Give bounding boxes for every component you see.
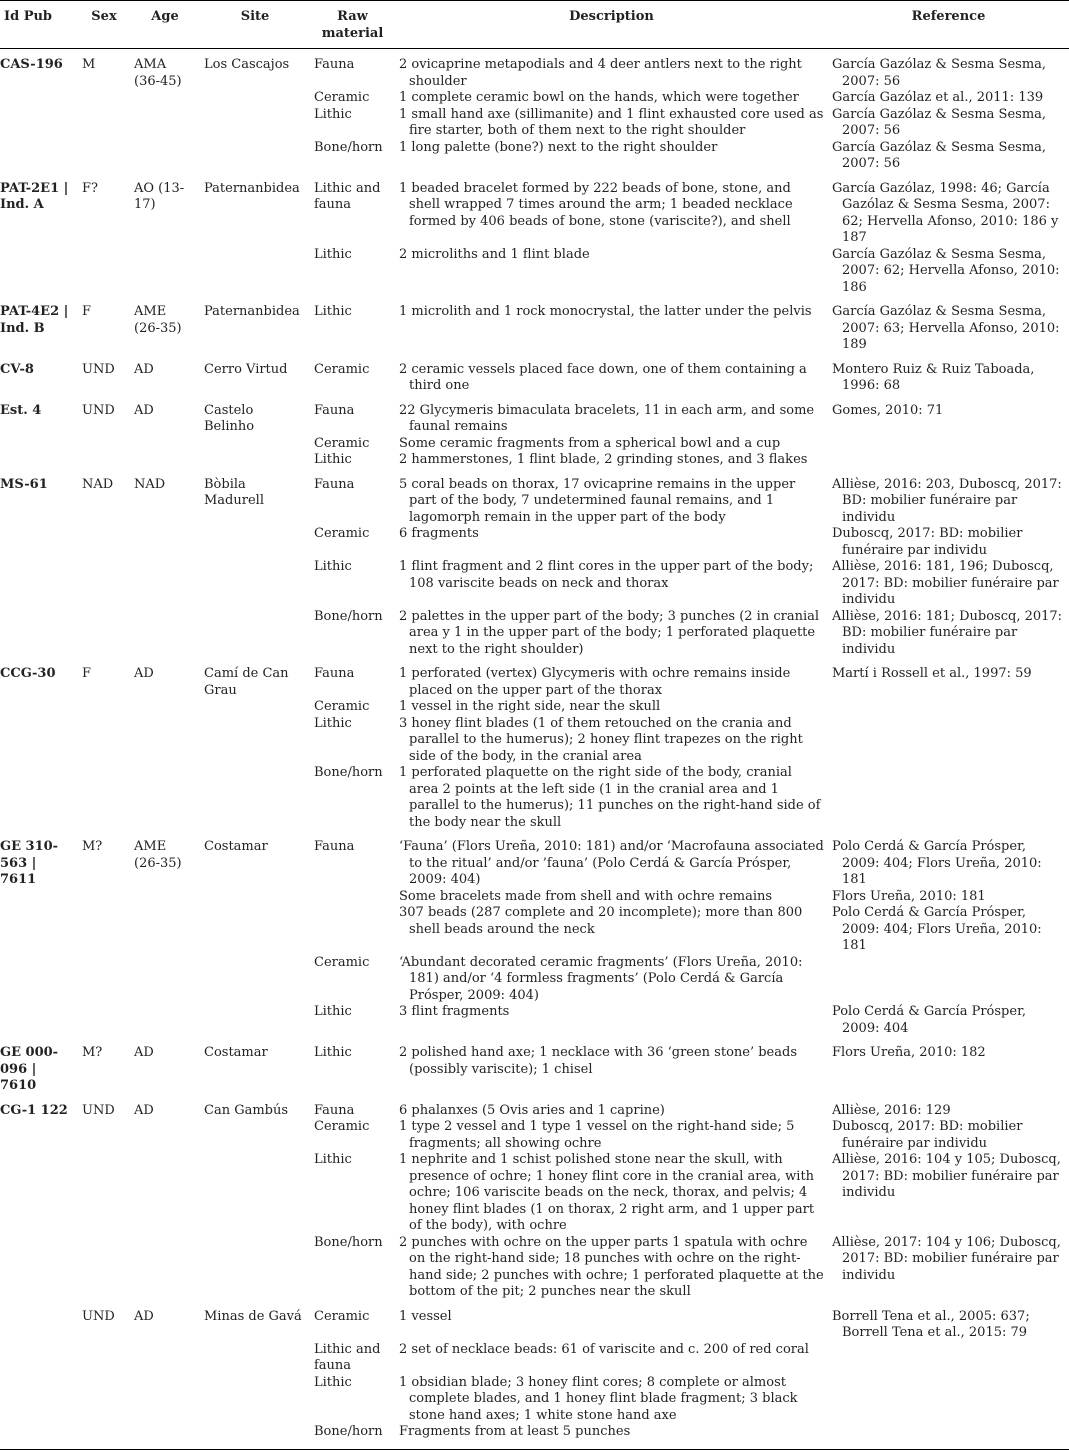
description: 2 set of necklace beads: 61 of variscite and c. 200 of red coral [399,1341,809,1357]
description: 307 beads (287 complete and 20 incomplete); more than 800 shell beads around the neck [399,905,803,937]
description: 1 vessel in the right side, near the skull [399,699,661,714]
raw-material: Fauna [314,666,355,681]
reference [828,955,1069,1005]
site: Castelo Belinho [204,402,255,434]
reference [828,1375,1069,1425]
description: Some ceramic fragments from a spherical bowl and a cup [399,435,781,451]
table-row [0,609,1069,659]
id-pub: GE 000-096 | 7610 [0,1045,59,1093]
table-row [0,296,1069,354]
raw-material: Ceramic [314,435,370,451]
raw-material: Lithic [314,559,352,574]
table-row [0,1301,1069,1342]
reference: García Gazólaz et al., 2011: 139 [832,90,1044,105]
raw-material: Ceramic [314,90,370,105]
reference: Polo Cerdá & García Prósper, 2009: 404 [832,1004,1026,1036]
raw-material: Bone/horn [314,765,383,780]
description: ‘Abundant decorated ceramic fragments’ (Flors Ureña, 2010: 181) and/or ‘4 formless fragments’ (Polo Cerdá & García Prósper, 2009: 404) [399,954,803,1003]
reference: García Gazólaz & Sesma Sesma, 2007: 62; Hervella Afonso, 2010: 186 [832,246,1060,295]
description: 1 complete ceramic bowl on the hands, which were together [399,90,799,105]
age: NAD [134,476,166,492]
table-row [0,765,1069,831]
raw-material: Bone/horn [314,608,383,624]
site: Paternanbidea [204,180,300,196]
raw-material: Lithic and fauna [314,180,381,212]
raw-material: Fauna [314,1102,355,1118]
site: Costamar [204,839,268,854]
sex: UND [82,1308,115,1324]
table-row [0,1235,1069,1301]
reference [828,716,1069,766]
reference: Flors Ureña, 2010: 182 [832,1045,986,1060]
raw-material: Lithic [314,246,352,262]
id-pub: Est. 4 [0,402,42,418]
description: 2 polished hand axe; 1 necklace with 36 ‘green stone’ beads (possibly variscite); 1 chisel [399,1045,797,1077]
description: 1 perforated (vertex) Glycymeris with ochre remains inside placed on the upper part of the thorax [399,666,791,698]
sex: F? [82,180,98,196]
table-row [0,107,1069,140]
description: 1 microlith and 1 rock monocrystal, the latter under the pelvis [399,304,812,319]
sex: UND [82,1102,115,1118]
header-age: Age [130,1,200,49]
reference: Allièse, 2016: 181, 196; Duboscq, 2017: BD: mobilier funéraire par individu [832,559,1059,607]
table-row [0,173,1069,247]
raw-material: Lithic [314,1045,352,1060]
table-row [0,354,1069,395]
header-description: Description [395,1,828,49]
table-row [0,436,1069,453]
description: 3 flint fragments [399,1004,510,1019]
raw-material: Ceramic [314,526,370,541]
table-row [0,1119,1069,1152]
raw-material: Bone/horn [310,1424,395,1449]
age: AD [134,361,154,377]
age: AMA (36-45) [134,57,182,89]
sex: M [82,57,96,72]
id-pub: CV-8 [0,361,34,377]
reference: García Gazólaz & Sesma Sesma, 2007: 63; Hervella Afonso, 2010: 189 [832,304,1060,352]
reference: Gomes, 2010: 71 [832,402,944,418]
raw-material: Fauna [314,839,355,854]
raw-material: Fauna [314,57,355,72]
table-row [0,1424,1069,1449]
reference [828,765,1069,831]
raw-material: Lithic and fauna [314,1341,381,1373]
reference: Allièse, 2016: 104 y 105; Duboscq, 2017: BD: mobilier funéraire par individu [832,1152,1061,1200]
age: AD [134,1308,154,1324]
description: 1 type 2 vessel and 1 type 1 vessel on the right-hand side; 5 fragments; all showing ochre [399,1119,795,1151]
sex: M? [82,1045,103,1060]
age: AD [134,1102,154,1118]
description: 2 ovicaprine metapodials and 4 deer antlers next to the right shoulder [399,57,802,89]
id-pub: PAT-4E2 | Ind. B [0,304,69,336]
reference: Flors Ureña, 2010: 181 [832,888,986,904]
reference: Borrell Tena et al., 2005: 637; Borrell Tena et al., 2015: 79 [832,1308,1030,1340]
age: AME (26-35) [134,839,182,871]
id-pub: GE 310-563 | 7611 [0,839,59,887]
table-row [0,1152,1069,1235]
sex: NAD [82,476,114,492]
reference: Polo Cerdá & García Prósper, 2009: 404; Flors Ureña, 2010: 181 [832,839,1042,887]
raw-material: Bone/horn [314,1234,383,1250]
reference: García Gazólaz, 1998: 46; García Gazólaz & Sesma Sesma, 2007: 62; Hervella Afonso, 2010: 186 y 187 [832,180,1059,245]
table-body [0,49,1069,1450]
id-pub [0,1301,78,1342]
raw-material: Lithic [314,1004,352,1019]
raw-material: Fauna [314,476,355,492]
reference [828,699,1069,716]
table-row [0,49,1069,91]
raw-material: Bone/horn [314,139,383,155]
description: 2 microliths and 1 flint blade [399,246,590,262]
reference: Allièse, 2016: 129 [832,1102,951,1118]
description: 1 long palette (bone?) next to the right shoulder [399,139,718,155]
description: Some bracelets made from shell and with ochre remains [399,888,773,904]
description: 2 ceramic vessels placed face down, one of them containing a third one [399,361,807,393]
raw-material: Lithic [314,1152,352,1167]
sex: F [82,304,92,319]
reference: Allièse, 2017: 104 y 106; Duboscq, 2017: BD: mobilier funéraire par individu [832,1234,1061,1283]
table-row [0,905,1069,955]
table-row [0,1375,1069,1425]
header-site: Site [200,1,310,49]
description: 2 punches with ochre on the upper parts 1 spatula with ochre on the right-hand side; 18 punches with ochre on the right-hand side; 2 punches with ochre; 1 perforated plaquette at the bottom of the pit; 2 punches near the skull [399,1234,824,1299]
raw-material: Lithic [314,106,352,122]
table-row [0,1037,1069,1095]
reference: Polo Cerdá & García Prósper, 2009: 404; Flors Ureña, 2010: 181 [832,905,1042,953]
sex: UND [82,402,115,418]
table-row [0,955,1069,1005]
table-row [0,1342,1069,1375]
site: Cerro Virtud [204,361,288,377]
site: Can Gambús [204,1102,289,1118]
description: 1 perforated plaquette on the right side of the body, cranial area 2 points at the left side (1 in the cranial area and 1 parallel to the humerus); 11 punches on the right-hand side of the body near the skull [399,765,821,830]
table-header [0,1,1069,49]
reference: Allièse, 2016: 181; Duboscq, 2017: BD: mobilier funéraire par individu [832,608,1063,657]
description: 6 fragments [399,526,479,541]
sex: UND [82,361,115,377]
description: 1 small hand axe (sillimanite) and 1 flint exhausted core used as fire starter, both of them next to the right shoulder [399,106,824,138]
description: 22 Glycymeris bimaculata bracelets, 11 in each arm, and some faunal remains [399,402,815,434]
sex: M? [82,839,103,854]
site: Minas de Gavá [204,1308,302,1324]
description: 1 nephrite and 1 schist polished stone near the skull, with presence of ochre; 1 honey flint core in the cranial area, with ochre; 106 variscite beads on the neck, thorax, and pelvis; 4 honey flint blades (1 on thorax, 2 right arm, and 1 upper part of the body), with ochre [399,1152,815,1233]
raw-material: Ceramic [314,954,370,970]
table-row [0,716,1069,766]
age: AME (26-35) [134,304,182,336]
raw-material: Fauna [314,402,355,418]
age: AO (13-17) [134,180,185,212]
age: AD [134,402,154,418]
reference: Duboscq, 2017: BD: mobilier funéraire par individu [832,526,1023,558]
table-row [0,526,1069,559]
id-pub: CG-1 122 [0,1102,68,1118]
header-sex: Sex [78,1,130,49]
table-row [0,1004,1069,1037]
raw-material: Ceramic [314,1308,370,1324]
site: Bòbila Madurell [204,476,264,508]
description: 1 beaded bracelet formed by 222 beads of bone, stone, and shell wrapped 7 times around the arm; 1 beaded necklace formed by 406 beads of bone, stone (variscite?), and shell [399,180,793,229]
reference [828,1342,1069,1375]
id-pub: MS-61 [0,476,48,492]
table-row [0,1095,1069,1120]
raw-material [310,905,395,955]
table-row [0,395,1069,436]
reference: García Gazólaz & Sesma Sesma, 2007: 56 [832,57,1047,89]
reference [828,436,1069,453]
table-row [0,90,1069,107]
table-row [0,452,1069,469]
raw-material: Lithic [314,715,352,731]
age: AD [134,666,154,681]
table-row [0,140,1069,173]
id-pub: PAT-2E1 | Ind. A [0,180,69,212]
id-pub: CAS-196 [0,57,63,72]
site: Paternanbidea [204,304,300,319]
site: Los Cascajos [204,57,290,72]
reference: García Gazólaz & Sesma Sesma, 2007: 56 [832,139,1047,171]
age: AD [134,1045,154,1060]
table-row [0,247,1069,297]
raw-material: Lithic [314,452,352,467]
table-row [0,469,1069,527]
description: 2 palettes in the upper part of the body; 3 punches (2 in cranial area y 1 in the upper part of the body; 1 perforated plaquette next to the right shoulder) [399,608,820,657]
reference [828,452,1069,469]
sex: F [82,666,92,681]
reference: Allièse, 2016: 203, Duboscq, 2017: BD: mobilier funéraire par individu [832,476,1062,525]
raw-material: Ceramic [314,1119,370,1134]
description: 1 obsidian blade; 3 honey flint cores; 8 complete or almost complete blades, and 1 honey flint blade fragment; 3 black stone hand axes; 1 white stone hand axe [399,1374,798,1423]
table-row [0,831,1069,889]
header-idpub: Id Pub [0,1,78,49]
description: 3 honey flint blades (1 of them retouched on the crania and parallel to the humerus); 2 honey flint trapezes on the right side of the body, in the cranial area [399,715,803,764]
table-row [0,559,1069,609]
raw-material [310,889,395,906]
table-row [0,658,1069,699]
raw-material: Lithic [314,1374,352,1390]
description: 2 hammerstones, 1 flint blade, 2 grinding stones, and 3 flakes [399,452,808,467]
raw-material: Ceramic [314,699,370,714]
description: ‘Fauna’ (Flors Ureña, 2010: 181) and/or ‘Macrofauna associated to the ritual’ and/or ’fauna’ (Polo Cerdá & García Prósper, 2009: 404) [399,839,824,887]
table-row [0,889,1069,906]
description: 1 flint fragment and 2 flint cores in the upper part of the body; 108 variscite beads on neck and thorax [399,559,814,591]
header-reference: Reference [828,1,1069,49]
id-pub: CCG-30 [0,666,56,681]
reference [828,1424,1069,1449]
reference: Martí i Rossell et al., 1997: 59 [832,666,1032,681]
table-row [0,699,1069,716]
reference: García Gazólaz & Sesma Sesma, 2007: 56 [832,106,1047,138]
site: Camí de Can Grau [204,666,289,698]
description: Fragments from at least 5 punches [395,1424,828,1449]
description: 6 phalanxes (5 Ovis aries and 1 caprine) [399,1102,665,1118]
reference: Montero Ruiz & Ruiz Taboada, 1996: 68 [832,361,1035,393]
reference: Duboscq, 2017: BD: mobilier funéraire par individu [832,1119,1023,1151]
raw-material: Lithic [314,304,352,319]
header-raw-material: Raw material [310,1,395,49]
raw-material: Ceramic [314,361,370,377]
site: Costamar [204,1045,268,1060]
description: 5 coral beads on thorax, 17 ovicaprine remains in the upper part of the body, 7 undetermined faunal remains, and 1 lagomorph remain in the upper part of the body [399,476,796,525]
description: 1 vessel [399,1308,452,1324]
